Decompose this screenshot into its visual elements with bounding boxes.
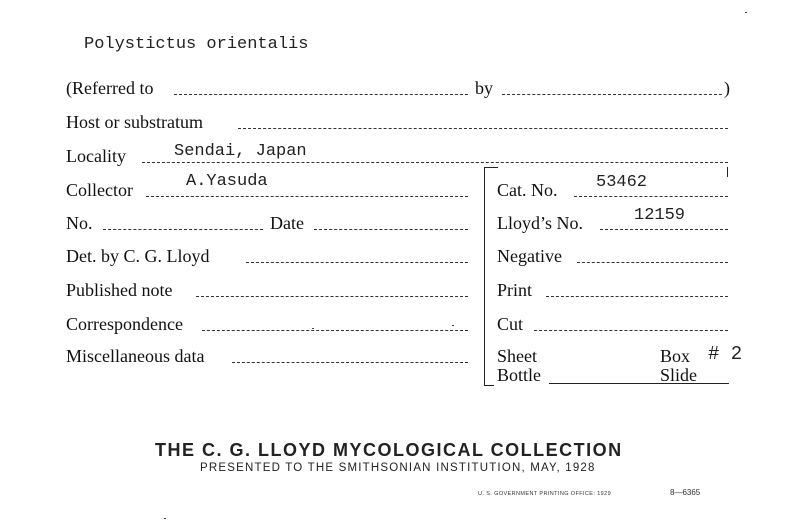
box-value: # 2 bbox=[708, 343, 743, 365]
bottle-line bbox=[549, 383, 729, 384]
right-box-left-border bbox=[484, 167, 485, 385]
no-line bbox=[103, 229, 263, 230]
sheet-label: Sheet bbox=[497, 346, 537, 366]
speck bbox=[312, 328, 314, 329]
referred-to-line bbox=[174, 94, 468, 95]
collection-subtitle: PRESENTED TO THE SMITHSONIAN INSTITUTION, MAY, 1928 bbox=[200, 462, 596, 474]
print-line bbox=[546, 296, 728, 297]
misc-label: Miscellaneous data bbox=[66, 346, 205, 366]
cat-no-value: 53462 bbox=[596, 173, 648, 192]
cut-line bbox=[534, 330, 728, 331]
host-label: Host or substratum bbox=[66, 112, 203, 132]
correspondence-line bbox=[202, 330, 468, 331]
date-line bbox=[314, 229, 468, 230]
right-box-top-tick bbox=[484, 167, 498, 168]
speck bbox=[164, 518, 166, 519]
published-note-label: Published note bbox=[66, 280, 173, 300]
close-paren: ) bbox=[724, 78, 730, 98]
by-label: by bbox=[475, 78, 493, 98]
published-note-line bbox=[196, 296, 468, 297]
det-by-label: Det. by C. G. Lloyd bbox=[66, 246, 210, 266]
host-line bbox=[238, 128, 728, 129]
lloyd-no-line bbox=[600, 229, 728, 230]
negative-label: Negative bbox=[497, 246, 562, 266]
locality-label: Locality bbox=[66, 146, 126, 166]
negative-line bbox=[577, 262, 728, 263]
referred-to-label: (Referred to bbox=[66, 78, 154, 98]
cut-label: Cut bbox=[497, 314, 524, 334]
det-by-line bbox=[246, 262, 468, 263]
lloyd-no-label: Lloyd’s No. bbox=[497, 213, 584, 233]
slide-label: Slide bbox=[660, 365, 698, 385]
lloyd-no-value: 12159 bbox=[634, 206, 686, 225]
collector-label: Collector bbox=[66, 180, 133, 200]
misc-line bbox=[232, 362, 468, 363]
speck bbox=[745, 12, 747, 13]
right-box-bottom-tick bbox=[484, 385, 494, 386]
cat-no-label: Cat. No. bbox=[497, 180, 558, 200]
species-name: Polystictus orientalis bbox=[84, 35, 309, 54]
collector-value: A.Yasuda bbox=[186, 172, 268, 191]
no-label: No. bbox=[66, 213, 93, 233]
cat-no-line bbox=[574, 196, 728, 197]
print-label: Print bbox=[497, 280, 533, 300]
correspondence-label: Correspondence bbox=[66, 314, 183, 334]
collector-line bbox=[146, 196, 468, 197]
bottle-label: Bottle bbox=[497, 365, 541, 385]
date-label: Date bbox=[270, 213, 304, 233]
printing-office-note: U. S. GOVERNMENT PRINTING OFFICE: 1929 bbox=[478, 491, 612, 497]
form-number: 8—6365 bbox=[670, 488, 701, 497]
by-line bbox=[502, 94, 722, 95]
speck bbox=[452, 325, 454, 326]
collection-title: THE C. G. LLOYD MYCOLOGICAL COLLECTION bbox=[155, 440, 623, 460]
locality-value: Sendai, Japan bbox=[174, 142, 307, 161]
box-label: Box bbox=[660, 346, 691, 366]
right-box-right-tick bbox=[727, 167, 728, 177]
locality-line bbox=[142, 162, 728, 163]
